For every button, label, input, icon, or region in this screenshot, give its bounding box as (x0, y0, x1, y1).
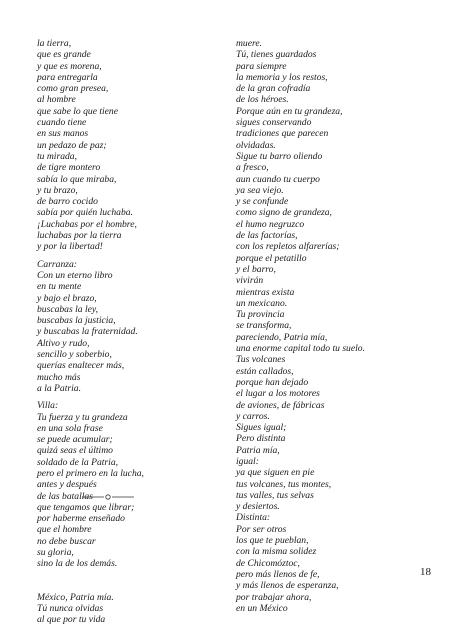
poem-line: ya sea viejo. (236, 184, 284, 196)
poem-line: vivirán (236, 275, 264, 287)
poem-line: y que es morena, (37, 60, 102, 72)
poem-line: y tu brazo, (37, 184, 78, 196)
poem-line: y bajo el brazo, (37, 292, 97, 304)
left-column (37, 38, 222, 626)
poem-line: al hombre (37, 94, 76, 106)
poem-line: Distinta: (236, 512, 271, 524)
poem-line: luchabas por la tierra (37, 230, 122, 242)
poem-line: antes y después (37, 479, 97, 491)
poem-line: Porque aún en tu grandeza, (236, 105, 343, 117)
poem-line: una enorme capital todo tu suelo. (236, 343, 365, 355)
poem-line: pero más llenos de fe, (236, 568, 320, 580)
poem-line: como signo de grandeza, (236, 207, 332, 219)
poem-line: porque han dejado (236, 376, 309, 388)
poem-line: Sigues igual; (236, 422, 287, 434)
poem-line: porque el petatillo (236, 252, 307, 264)
poem-line: a la Patria. (37, 382, 81, 394)
poem-line: y desiertos. (236, 501, 280, 513)
poem-line: al que por tu vida (37, 614, 106, 626)
stanza-mexico (37, 592, 222, 626)
poem-line: como gran presea, (37, 83, 109, 95)
poem-line: quizá seas el último (37, 445, 113, 457)
poem-line: muere. (236, 38, 263, 49)
poem-line: Altivo y rudo, (37, 337, 90, 349)
poem-line: Carranza: (37, 258, 77, 270)
poem-line: olvidadas. (236, 139, 276, 151)
poem-line: de Chicomóztoc, (236, 557, 300, 569)
poem-line: un pedazo de paz; (37, 139, 107, 151)
poem-line: con la misma solidez (236, 546, 317, 558)
poem-line: están callados, (236, 365, 294, 377)
poem-line: que sabe lo que tiene (37, 105, 118, 117)
poem-line: ¡Luchabas por el hombre, (37, 218, 137, 230)
poem-line: Tu provincia (236, 309, 285, 321)
poem-line: a fresco, (236, 162, 269, 174)
ornament-divider (80, 493, 136, 501)
poem-line: por haberme enseñado (37, 513, 125, 525)
poem-line: Pero distinta (236, 433, 286, 445)
poem-line: para siempre (236, 60, 287, 72)
poem-line: los que te pueblan, (236, 535, 309, 547)
poem-line: sencillo y soberbio, (37, 349, 112, 361)
poem-line: Sigue tu barro oliendo (236, 150, 323, 162)
poem-line: ya que siguen en pie (236, 467, 315, 479)
poem-line: México, Patria mía. (37, 591, 114, 603)
poem-line: de las factorías, (236, 230, 298, 242)
poem-line: que es grande (37, 49, 91, 61)
poem-line: la memoria y los restos, (236, 71, 328, 83)
poem-line: Tú, tienes guardados (236, 49, 317, 61)
poem-line: cuando tiene (37, 117, 87, 129)
poem-line: el humo negruzco (236, 218, 305, 230)
poem-line: sigues conservando (236, 117, 312, 129)
page-number: 18 (420, 566, 431, 578)
poem-line: de aviones, de fábricas (236, 399, 325, 411)
stanza-villa (37, 400, 222, 569)
poem-line: tradiciones que parecen (236, 128, 329, 140)
poem-line: que el hombre (37, 524, 92, 536)
poem-line: y por la libertad! (37, 241, 103, 253)
poem-line: igual: (236, 455, 259, 467)
poem-line: Tú nunca olvidas (37, 602, 104, 614)
poem-line: Patria mía, (236, 444, 280, 456)
poem-line: se transforma, (236, 320, 292, 332)
poem-line: la tierra, (37, 38, 72, 49)
poem-line: mucho más (37, 371, 81, 383)
poem-line: y el barro, (236, 263, 276, 275)
stanza-carranza (37, 259, 222, 395)
poem-line: buscabas la justicia, (37, 315, 116, 327)
poem-line: pero el primero en la lucha, (37, 467, 144, 479)
poem-line: tu mirada, (37, 150, 77, 162)
poem-line: su gloria, (37, 547, 74, 559)
poem-line: aun cuando tu cuerpo (236, 173, 320, 185)
poem-line: de las batallas (37, 490, 93, 502)
right-column (236, 38, 436, 614)
poem-line: se puede acumular; (37, 434, 113, 446)
poem-line: soldado de la Patria, (37, 456, 119, 468)
poem-line: de tigre montero (37, 162, 101, 174)
poem-line: tus valles, tus selvas (236, 489, 314, 501)
poem-line: Tu fuerza y tu grandeza (37, 411, 128, 423)
stanza-zapata (37, 38, 222, 253)
poem-line: tus volcanes, tus montes, (236, 478, 332, 490)
poem-line: Con un eterno libro (37, 269, 113, 281)
poem-line: Por ser otros (236, 523, 287, 535)
poem-line: pareciendo, Patria mía, (236, 331, 328, 343)
poem-line: y se confunde (236, 196, 289, 208)
poem-line: el lugar a los motores (236, 388, 320, 400)
poem-line: por trabajar ahora, (236, 591, 312, 603)
poem-line: que tengamos que librar; (37, 501, 135, 513)
poem-line: de los héroes. (236, 94, 289, 106)
poem-line: y más llenos de esperanza, (236, 580, 339, 592)
poem-line: mientras exista (236, 286, 295, 298)
poem-line: no debe buscar (37, 535, 96, 547)
poem-line: en un México (236, 602, 288, 614)
poem-line: un mexicano. (236, 297, 288, 309)
poem-line: de la gran cofradía (236, 83, 311, 95)
poem-line: para entregarla (37, 71, 98, 83)
poem-line: sabía lo que miraba, (37, 173, 117, 185)
poem-line: de barro cocido (37, 196, 98, 208)
poem-line: sabía por quién luchaba. (37, 207, 133, 219)
poem-line: en una sola frase (37, 422, 103, 434)
poem-line: Tus volcanes (236, 354, 286, 366)
poem-line: Villa: (37, 400, 59, 412)
poem-line: querías enaltecer más, (37, 360, 125, 372)
poem-line: buscabas la ley, (37, 303, 99, 315)
poem-line: en tu mente (37, 281, 82, 293)
poem-line: con los repletos alfarerías; (236, 241, 340, 253)
poem-line: y buscabas la fraternidad. (37, 326, 138, 338)
poem-line: y carros. (236, 410, 270, 422)
poem-line: en sus manos (37, 128, 89, 140)
poem-line: sino la de los demás. (37, 558, 118, 570)
